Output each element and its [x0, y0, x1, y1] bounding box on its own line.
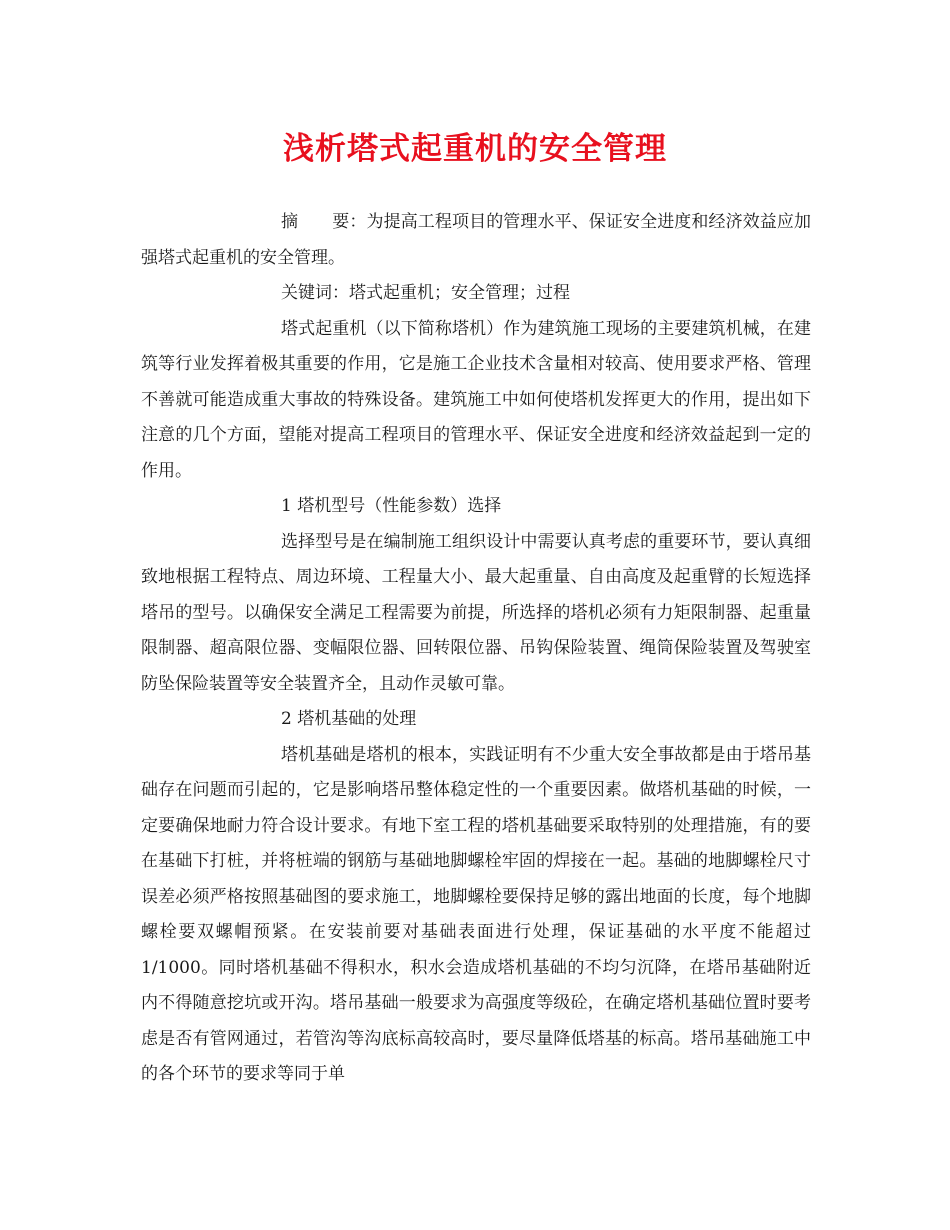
section-heading-2: 2 塔机基础的处理 [281, 709, 417, 729]
keywords-paragraph: 关键词：塔式起重机；安全管理；过程 [281, 283, 570, 303]
section-1-paragraph: 选择型号是在编制施工组织设计中需要认真考虑的重要环节，要认真细致地根据工程特点、周边环境、工程量大小、最大起重量、自由高度及起重臂的长短选择塔吊的型号。以确保安全满足工程需要为前提，所选择的塔机必须有力矩限制器、起重量限制器、超高限位器、变幅限位器、回转限位器、吊钩保险装置、绳筒保险装置及驾驶室防坠保险装置等安全装置齐全，且动作灵敏可靠。 [141, 531, 811, 694]
intro-paragraph: 塔式起重机（以下简称塔机）作为建筑施工现场的主要建筑机械，在建筑等行业发挥着极其重要的作用，它是施工企业技术含量相对较高、使用要求严格、管理不善就可能造成重大事故的特殊设备。建筑施工中如何使塔机发挥更大的作用，提出如下注意的几个方面，望能对提高工程项目的管理水平、保证安全进度和经济效益起到一定的作用。 [141, 318, 811, 481]
document-body [141, 205, 811, 1093]
section-heading-1: 1 塔机型号（性能参数）选择 [281, 496, 502, 516]
document-title: 浅析塔式起重机的安全管理 [283, 131, 667, 167]
abstract-paragraph: 摘 要：为提高工程项目的管理水平、保证安全进度和经济效益应加强塔式起重机的安全管理。 [141, 212, 811, 268]
section-2-paragraph: 塔机基础是塔机的根本，实践证明有不少重大安全事故都是由于塔吊基础存在问题而引起的，它是影响塔吊整体稳定性的一个重要因素。做塔机基础的时候，一定要确保地耐力符合设计要求。有地下室工程的塔机基础要采取特别的处理措施，有的要在基础下打桩，并将桩端的钢筋与基础地脚螺栓牢固的焊接在一起。基础的地脚螺栓尺寸误差必须严格按照基础图的要求施工，地脚螺栓要保持足够的露出地面的长度，每个地脚螺栓要双螺帽预紧。在安装前要对基础表面进行处理，保证基础的水平度不能超过1/1000。同时塔机基础不得积水，积水会造成塔机基础的不均匀沉降，在塔吊基础附近内不得随意挖坑或开沟。塔吊基础一般要求为高强度等级砼，在确定塔机基础位置时要考虑是否有管网通过，若管沟等沟底标高较高时，要尽量降低塔基的标高。塔吊基础施工中的各个环节的要求等同于单 [141, 744, 811, 1084]
